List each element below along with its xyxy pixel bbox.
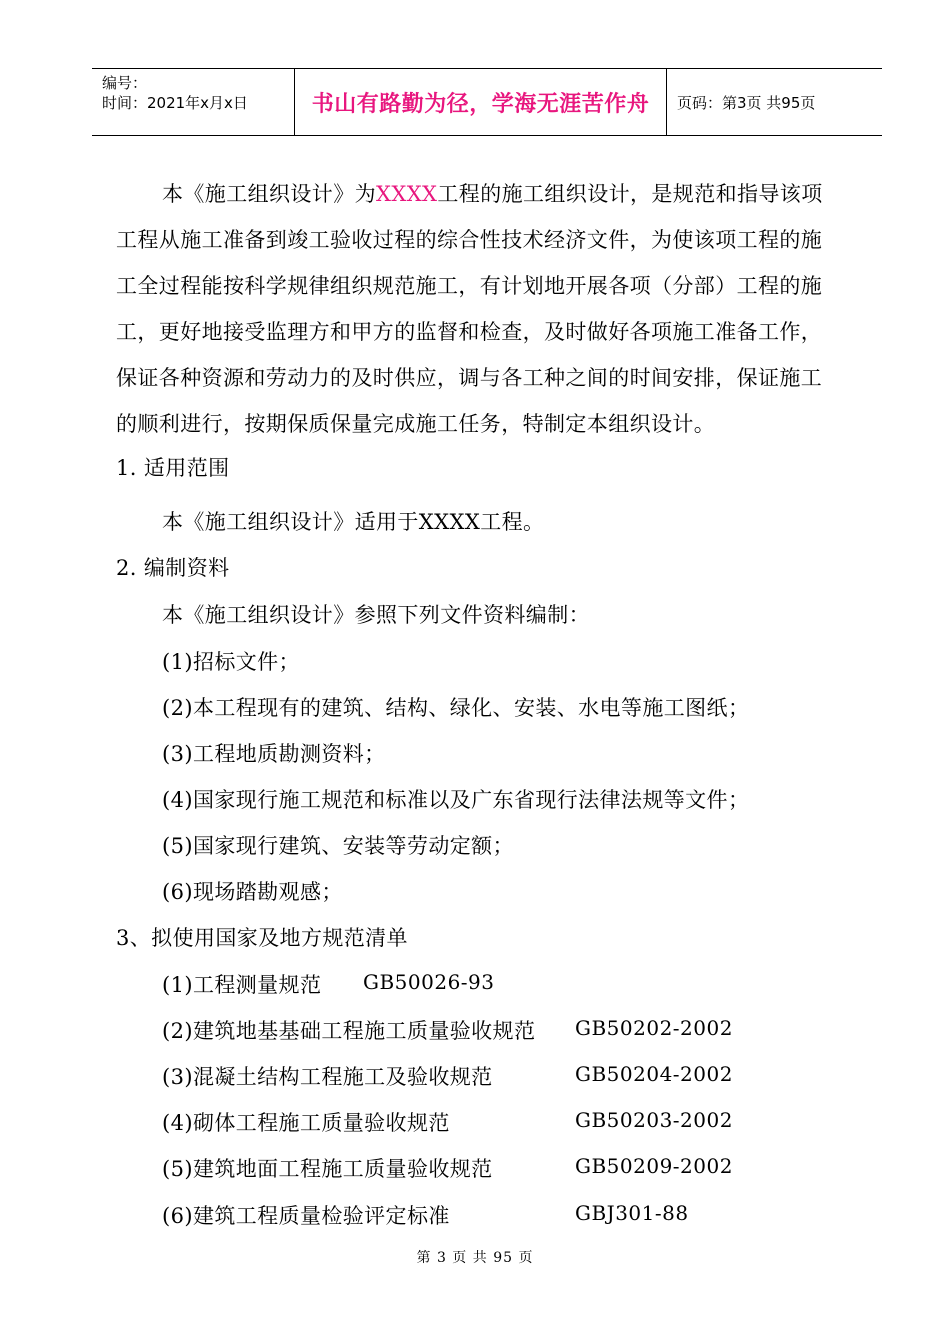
list-item: (5)国家现行建筑、安装等劳动定额； [162,834,514,858]
intro-line-2: 工程从施工准备到竣工验收过程的综合性技术经济文件，为使该项工程的施 [116,228,823,252]
standard-name: (1)工程测量规范 [162,973,322,997]
project-name-highlight: XXXX [376,182,438,206]
standard-code: GB50209-2002 [575,1154,733,1178]
document-number-label: 编号： [102,74,148,92]
document-time: 时间：2021年x月x日 [102,94,248,112]
page-header [92,68,882,136]
section-3-heading: 3、拟使用国家及地方规范清单 [116,926,408,950]
intro-line-4: 工，更好地接受监理方和甲方的监督和检查，及时做好各项施工准备工作， [116,320,823,344]
standard-code: GB50202-2002 [575,1016,733,1040]
section-1-text: 本《施工组织设计》适用于XXXX工程。 [162,510,545,534]
intro-line-6: 的顺利进行，按期保质保量完成施工任务，特制定本组织设计。 [116,412,716,436]
section-1-heading: 1. 适用范围 [116,456,230,480]
standard-name: (2)建筑地基基础工程施工质量验收规范 [162,1019,536,1043]
intro-line-1 [162,178,823,208]
section-2-heading: 2. 编制资料 [116,556,230,580]
standard-name: (6)建筑工程质量检验评定标准 [162,1204,450,1228]
standard-code: GB50026-93 [363,970,495,994]
header-motto: 书山有路勤为径，学海无涯苦作舟 [311,91,650,117]
header-motto-cell [294,69,667,135]
header-page-cell [667,69,882,135]
list-item: (1)招标文件； [162,650,300,674]
list-item: (3)工程地质勘测资料； [162,742,386,766]
list-item: (4)国家现行施工规范和标准以及广东省现行法律法规等文件； [162,788,750,812]
header-left-cell [92,69,294,135]
section-2-intro: 本《施工组织设计》参照下列文件资料编制： [162,603,590,627]
list-item: (2)本工程现有的建筑、结构、绿化、安装、水电等施工图纸； [162,696,750,720]
intro-line-3: 工全过程能按科学规律组织规范施工，有计划地开展各项（分部）工程的施 [116,274,823,298]
header-page-number: 页码：第3页 共95页 [677,93,816,112]
intro-line-1-b: 工程的施工组织设计，是规范和指导该项 [437,182,823,206]
standard-name: (4)砌体工程施工质量验收规范 [162,1111,450,1135]
list-item: (6)现场踏勘观感； [162,880,343,904]
intro-line-5: 保证各种资源和劳动力的及时供应，调与各工种之间的时间安排，保证施工 [116,366,823,390]
standard-name: (3)混凝土结构工程施工及验收规范 [162,1065,493,1089]
intro-line-1-a: 本《施工组织设计》为 [162,182,376,206]
standard-name: (5)建筑地面工程施工质量验收规范 [162,1157,493,1181]
standard-code: GB50204-2002 [575,1062,733,1086]
standard-code: GBJ301-88 [575,1201,689,1225]
standard-code: GB50203-2002 [575,1108,733,1132]
page-footer: 第 3 页 共 95 页 [416,1250,534,1266]
